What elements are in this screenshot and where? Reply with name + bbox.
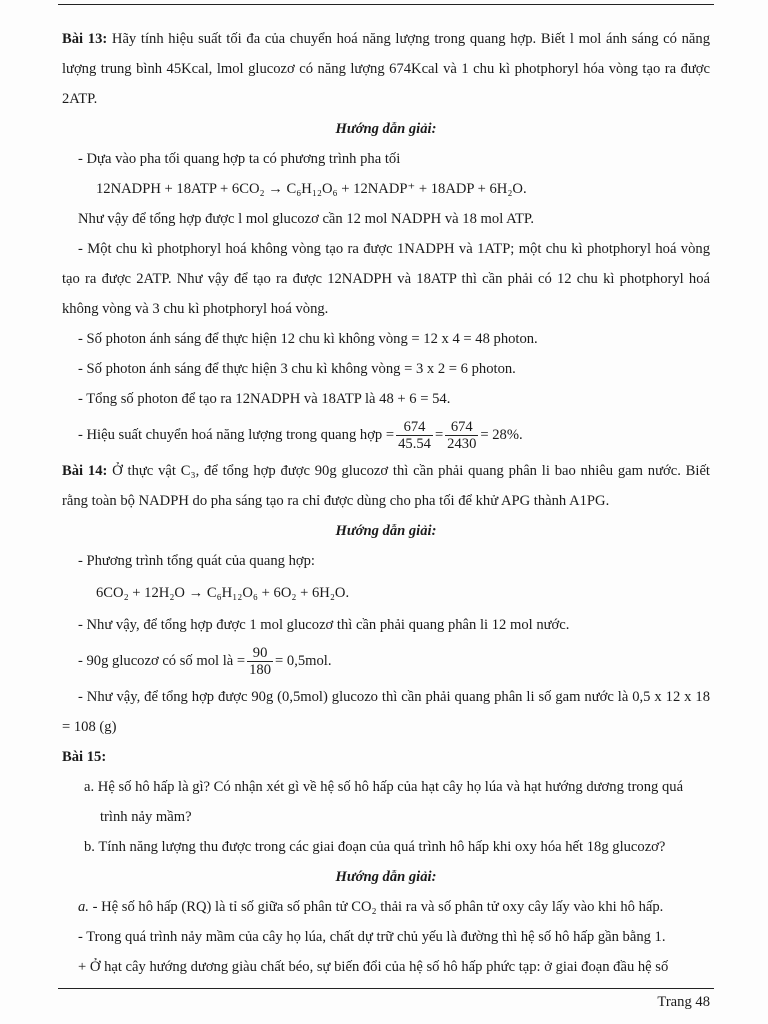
fraction-1-numerator: 674 [396, 419, 433, 436]
exercise-15-label: Bài 15: [62, 749, 107, 765]
exercise-15-question-a-cont: trình nảy mầm? [100, 809, 192, 825]
fraction-2-denominator: 2430 [447, 435, 477, 452]
exercise-14-text: Ở thực vật C₃, để tổng hợp được 90g glucozơ thì cần phải quang phân li bao nhiêu gam nước. Biết rằng toàn bộ NADPH do pha sáng tạo ra chỉ được dùng cho pha tối để khử APG thành A1PG. [62, 463, 710, 509]
answer-a-marker: a. [78, 899, 89, 915]
exercise-15-answer-line-3: + Ở hạt cây hướng dương giàu chất béo, sự biến đổi của hệ số hô hấp phức tạp: ở giai đoạn đầu hệ số [78, 959, 669, 975]
efficiency-label: - Hiệu suất chuyển hoá năng lượng trong quang hợp = [78, 426, 395, 443]
exercise-14-question [62, 456, 710, 516]
fraction-2-numerator: 674 [445, 419, 478, 436]
fraction-1-denominator: 45.54 [398, 435, 431, 452]
efficiency-result: = 28%. [480, 426, 523, 443]
exercise-13-line-4: - Số photon ánh sáng để thực hiện 12 chu kì không vòng = 12 x 4 = 48 photon. [78, 331, 538, 347]
exercise-14-guide-heading: Hướng dẫn giải: [335, 523, 437, 539]
exercise-13-question [62, 24, 710, 114]
exercise-15-guide-heading: Hướng dẫn giải: [335, 869, 437, 885]
exercise-14-mol-formula [62, 640, 710, 682]
exercise-13-line-5: - Số photon ánh sáng để thực hiện 3 chu kì không vòng = 3 x 2 = 6 photon. [78, 361, 516, 377]
mol-result: = 0,5mol. [275, 652, 332, 669]
exercise-14-photosynthesis-equation: 6CO₂ + 12H₂O → C₆H₁₂O₆ + 6O₂ + 6H₂O. [96, 585, 350, 601]
exercise-13-line-3: - Một chu kì photphoryl hoá không vòng tạo ra được 1NADPH và 1ATP; một chu kì photphoryl hoá vòng tạo ra được 2ATP. Như vậy để tạo ra được 12NADPH và 18ATP thì cần phải có 12 chu kì photphoryl hoá không vòng và 3 chu kì photphoryl hoá vòng. [62, 241, 710, 317]
fraction-2 [445, 419, 478, 452]
answer-a-text: - Hệ số hô hấp (RQ) là tỉ số giữa số phân tử CO₂ thải ra và số phân tử oxy cây lấy vào khi hô hấp. [88, 899, 664, 915]
fraction-3-denominator: 180 [249, 661, 272, 678]
exercise-14-label: Bài 14: [62, 463, 108, 479]
exercise-15-questions [62, 772, 710, 862]
exercise-13-line-2: Như vậy để tổng hợp được l mol glucozơ cần 12 mol NADPH và 18 mol ATP. [78, 211, 535, 227]
exercise-14-line-2: - Như vậy, để tổng hợp được 1 mol glucozơ thì cần phải quang phân li 12 mol nước. [78, 617, 570, 633]
exercise-14-line-4: - Như vậy, để tổng hợp được 90g (0,5mol) glucozo thì cần phải quang phân li số gam nước là 0,5 x 12 x 18 = 108 (g) [62, 689, 710, 735]
top-rule [58, 4, 714, 5]
bottom-rule [58, 988, 714, 989]
exercise-13-line-1: - Dựa vào pha tối quang hợp ta có phương trình pha tối [78, 151, 401, 167]
document-page [62, 24, 710, 982]
fraction-1 [396, 419, 433, 452]
page-number: Trang 48 [657, 994, 710, 1010]
exercise-13-label: Bài 13: [62, 31, 108, 47]
exercise-14-line-1: - Phương trình tổng quát của quang hợp: [78, 553, 315, 569]
exercise-15-answer-a [62, 892, 710, 922]
exercise-13-efficiency-formula [62, 414, 710, 456]
exercise-13-guide-heading: Hướng dẫn giải: [335, 121, 437, 137]
fraction-3 [247, 645, 273, 678]
exercise-15-question-b: b. Tính năng lượng thu được trong các giai đoạn của quá trình hô hấp khi oxy hóa hết 18g glucozơ? [84, 839, 666, 855]
exercise-13-line-6: - Tổng số photon để tạo ra 12NADPH và 18ATP là 48 + 6 = 54. [78, 391, 451, 407]
equals-sign: = [434, 426, 444, 443]
exercise-15-question-a: a. Hệ số hô hấp là gì? Có nhận xét gì về hệ số hô hấp của hạt cây họ lúa và hạt hướng dương trong quá [84, 779, 684, 795]
exercise-13-text: Hãy tính hiệu suất tối đa của chuyển hoá năng lượng trong quang hợp. Biết l mol ánh sáng có năng lượng trung bình 45Kcal, lmol glucozơ có năng lượng 674Kcal và 1 chu kì photphoryl hóa vòng tạo ra được 2ATP. [62, 31, 711, 107]
fraction-3-numerator: 90 [247, 645, 273, 662]
exercise-13-dark-phase-equation: 12NADPH + 18ATP + 6CO₂ → C₆H₁₂O₆ + 12NADP⁺ + 18ADP + 6H₂O. [96, 181, 527, 197]
mol-label: - 90g glucozơ có số mol là = [78, 652, 246, 669]
exercise-15-answer-line-2: - Trong quá trình nảy mầm của cây họ lúa, chất dự trữ chủ yếu là đường thì hệ số hô hấp gần bằng 1. [78, 929, 666, 945]
